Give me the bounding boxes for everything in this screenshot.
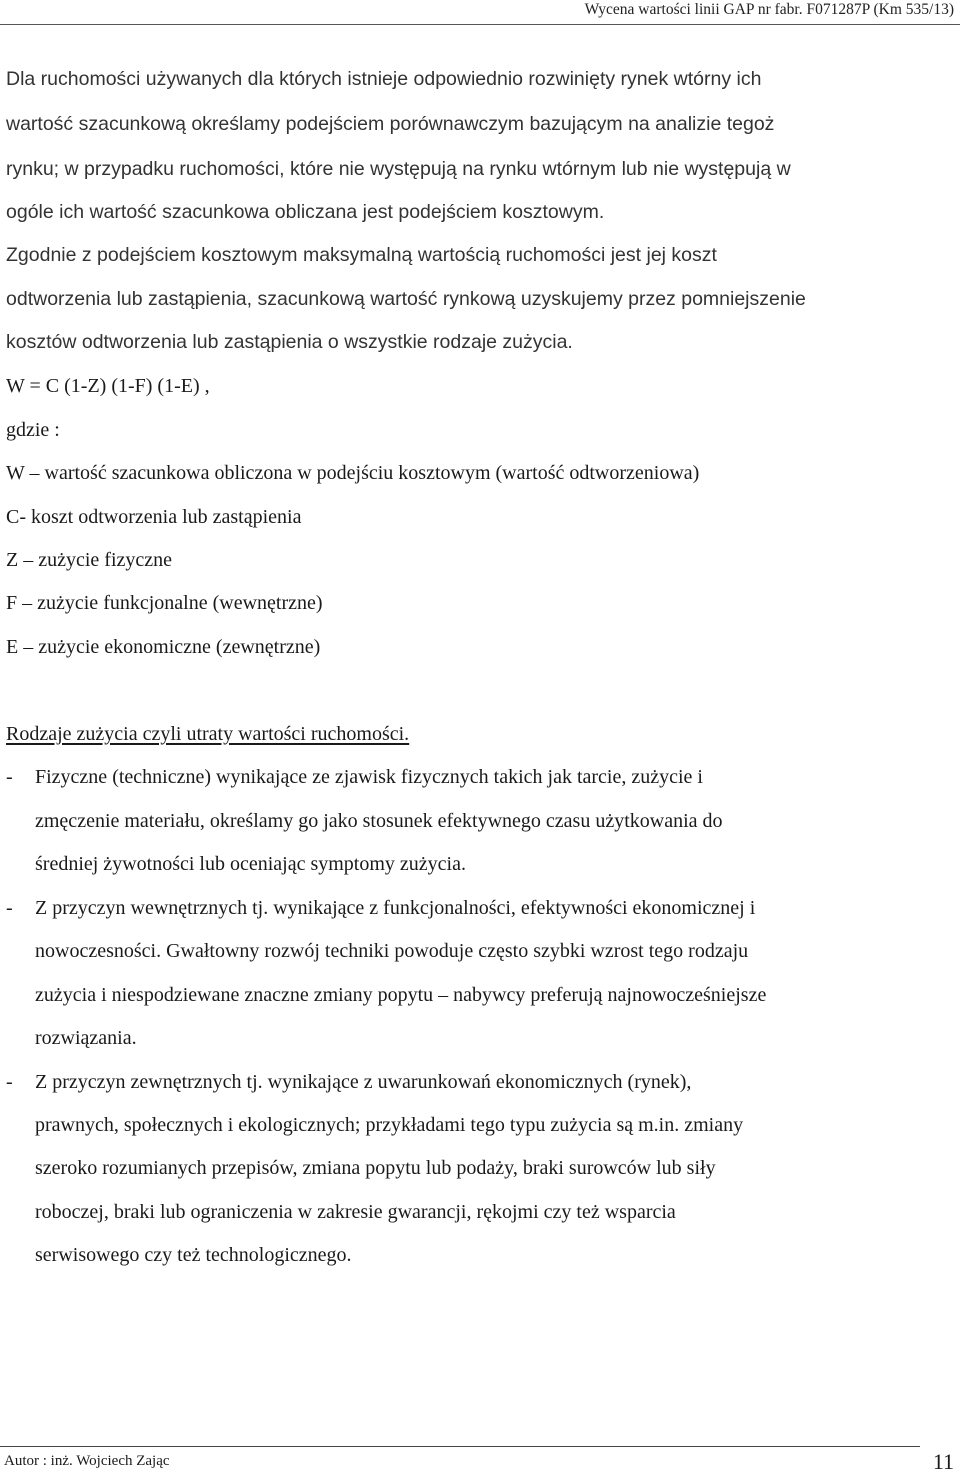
list-item-line: rozwiązania. xyxy=(35,1027,137,1049)
formula-where-label: gdzie : xyxy=(6,419,60,441)
list-item-line: roboczej, braki lub ograniczenia w zakresie gwarancji, rękojmi czy też wsparcia xyxy=(35,1201,676,1223)
list-item-line: serwisowego czy też technologicznego. xyxy=(35,1244,352,1266)
intro-line: wartość szacunkową określamy podejściem porównawczym bazującym na analizie tegoż xyxy=(6,113,775,135)
list-item-line: średniej żywotności lub oceniając symptomy zużycia. xyxy=(35,853,466,875)
list-bullet: - xyxy=(6,1071,13,1093)
formula-legend-item: Z – zużycie fizyczne xyxy=(6,549,173,571)
list-item-line: prawnych, społecznych i ekologicznych; przykładami tego typu zużycia są m.in. zmiany xyxy=(35,1114,744,1136)
approach-line: Zgodnie z podejściem kosztowym maksymalną wartością ruchomości jest jej koszt xyxy=(6,244,717,266)
formula-legend-item: C- koszt odtworzenia lub zastąpienia xyxy=(6,506,302,528)
approach-line: odtworzenia lub zastąpienia, szacunkową wartość rynkową uzyskujemy przez pomniejszenie xyxy=(6,288,806,310)
formula-legend-item: F – zużycie funkcjonalne (wewnętrzne) xyxy=(6,592,323,614)
list-item-line: zmęczenie materiału, określamy go jako stosunek efektywnego czasu użytkowania do xyxy=(35,810,723,832)
running-header: Wycena wartości linii GAP nr fabr. F071287P (Km 535/13) xyxy=(584,1,954,18)
list-item-line: Z przyczyn wewnętrznych tj. wynikające z funkcjonalności, efektywności ekonomicznej i xyxy=(35,897,756,919)
intro-line: ogóle ich wartość szacunkowa obliczana jest podejściem kosztowym. xyxy=(6,201,605,223)
header-divider xyxy=(0,24,960,25)
formula-equation: W = C (1-Z) (1-F) (1-E) , xyxy=(6,375,210,397)
intro-line: Dla ruchomości używanych dla których istnieje odpowiednio rozwinięty rynek wtórny ich xyxy=(6,68,762,90)
approach-line: kosztów odtworzenia lub zastąpienia o wszystkie rodzaje zużycia. xyxy=(6,331,573,353)
list-bullet: - xyxy=(6,897,13,919)
list-item-line: szeroko rozumianych przepisów, zmiana popytu lub podaży, braki surowców lub siły xyxy=(35,1157,716,1179)
list-item-line: nowoczesności. Gwałtowny rozwój techniki powoduje często szybki wzrost tego rodzaju xyxy=(35,940,749,962)
list-item-line: Fizyczne (techniczne) wynikające ze zjawisk fizycznych takich jak tarcie, zużycie i xyxy=(35,766,703,788)
list-item-line: zużycia i niespodziewane znaczne zmiany popytu – nabywcy preferują najnowocześniejsze xyxy=(35,984,767,1006)
list-bullet: - xyxy=(6,766,13,788)
footer-author: Autor : inż. Wojciech Zając xyxy=(4,1453,170,1469)
page-number: 11 xyxy=(932,1449,954,1474)
intro-line: rynku; w przypadku ruchomości, które nie występują na rynku wtórnym lub nie występują w xyxy=(6,158,791,180)
list-item-line: Z przyczyn zewnętrznych tj. wynikające z uwarunkowań ekonomicznych (rynek), xyxy=(35,1071,692,1093)
formula-legend-item: W – wartość szacunkowa obliczona w podejściu kosztowym (wartość odtworzeniowa) xyxy=(6,462,700,484)
section-heading: Rodzaje zużycia czyli utraty wartości ruchomości. xyxy=(6,723,410,745)
footer-divider xyxy=(0,1446,920,1447)
formula-legend-item: E – zużycie ekonomiczne (zewnętrzne) xyxy=(6,636,321,658)
